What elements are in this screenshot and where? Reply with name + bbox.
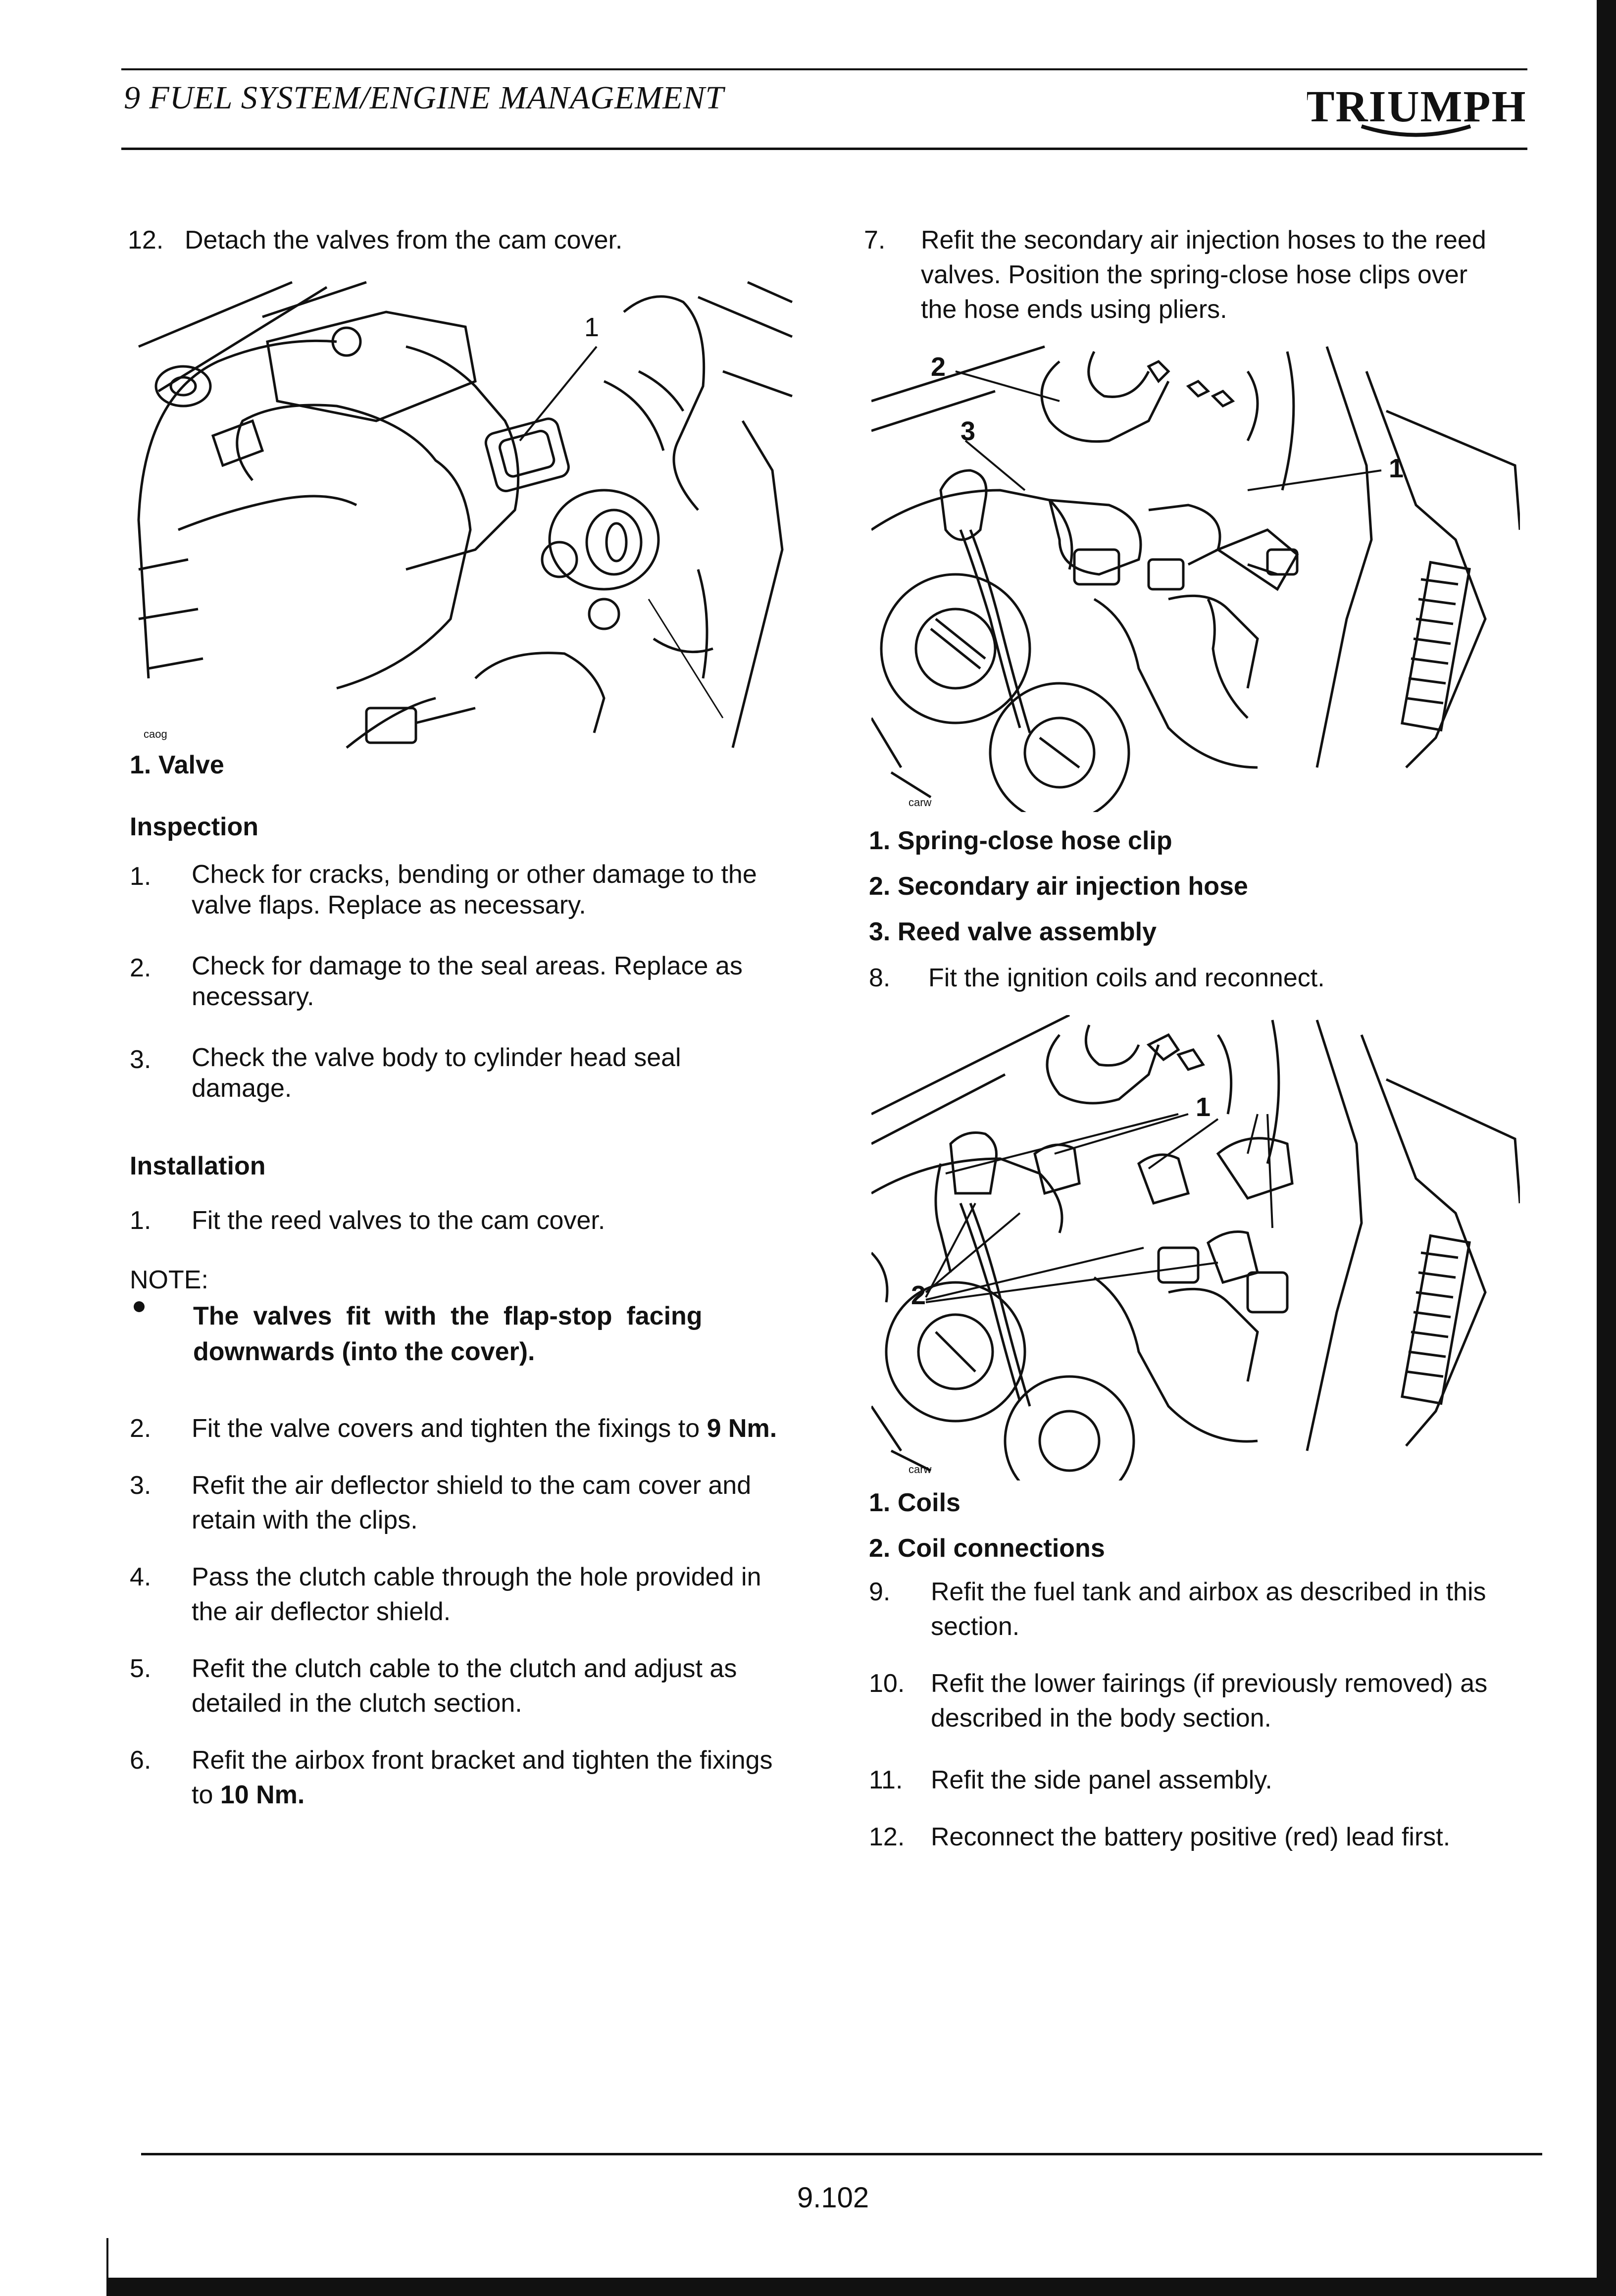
triumph-logo: [1307, 74, 1525, 144]
callout-1: 1: [584, 312, 600, 342]
figure-2-caption-2: 2. Secondary air injection hose: [869, 872, 1248, 901]
figure-2-caption-1: 1. Spring-close hose clip: [869, 826, 1172, 855]
header-rule-top: [121, 68, 1527, 70]
figure-2-caption-3: 3. Reed valve assembly: [869, 918, 1157, 946]
scan-right-border: [1597, 0, 1616, 2296]
hose-fitting-illustration: [871, 342, 1520, 812]
svg-text:TRIUMPH: TRIUMPH: [1307, 82, 1525, 131]
figure-code: carw: [909, 1463, 932, 1476]
figure-3-caption-1: 1. Coils: [869, 1488, 960, 1517]
callout-2: 2: [911, 1280, 926, 1310]
callout-2: 2: [931, 352, 946, 382]
inspection-heading: Inspection: [130, 813, 259, 841]
header-rule-bottom: [121, 148, 1527, 150]
note-bullet: [134, 1301, 145, 1312]
figure-code: carw: [909, 796, 932, 809]
page-number: 9.102: [797, 2182, 869, 2214]
note-text: The valves fit with the flap-stop facing downwards (into the cover).: [193, 1302, 703, 1366]
callout-3: 3: [960, 416, 976, 446]
figure-code: caog: [144, 728, 167, 740]
callout-1: 1: [1389, 454, 1404, 483]
page-header-title: 9 FUEL SYSTEM/ENGINE MANAGEMENT: [124, 80, 724, 116]
valve-removal-illustration: [129, 272, 802, 753]
figure-1-caption: 1. Valve: [130, 751, 224, 779]
ignition-coils-illustration: [871, 1015, 1520, 1480]
note-label: NOTE:: [130, 1266, 208, 1294]
scan-bottom-border: [106, 2278, 1616, 2296]
callout-1: 1: [1196, 1092, 1211, 1122]
installation-heading: Installation: [130, 1152, 266, 1180]
footer-rule: [141, 2153, 1542, 2155]
figure-3-caption-2: 2. Coil connections: [869, 1534, 1105, 1563]
